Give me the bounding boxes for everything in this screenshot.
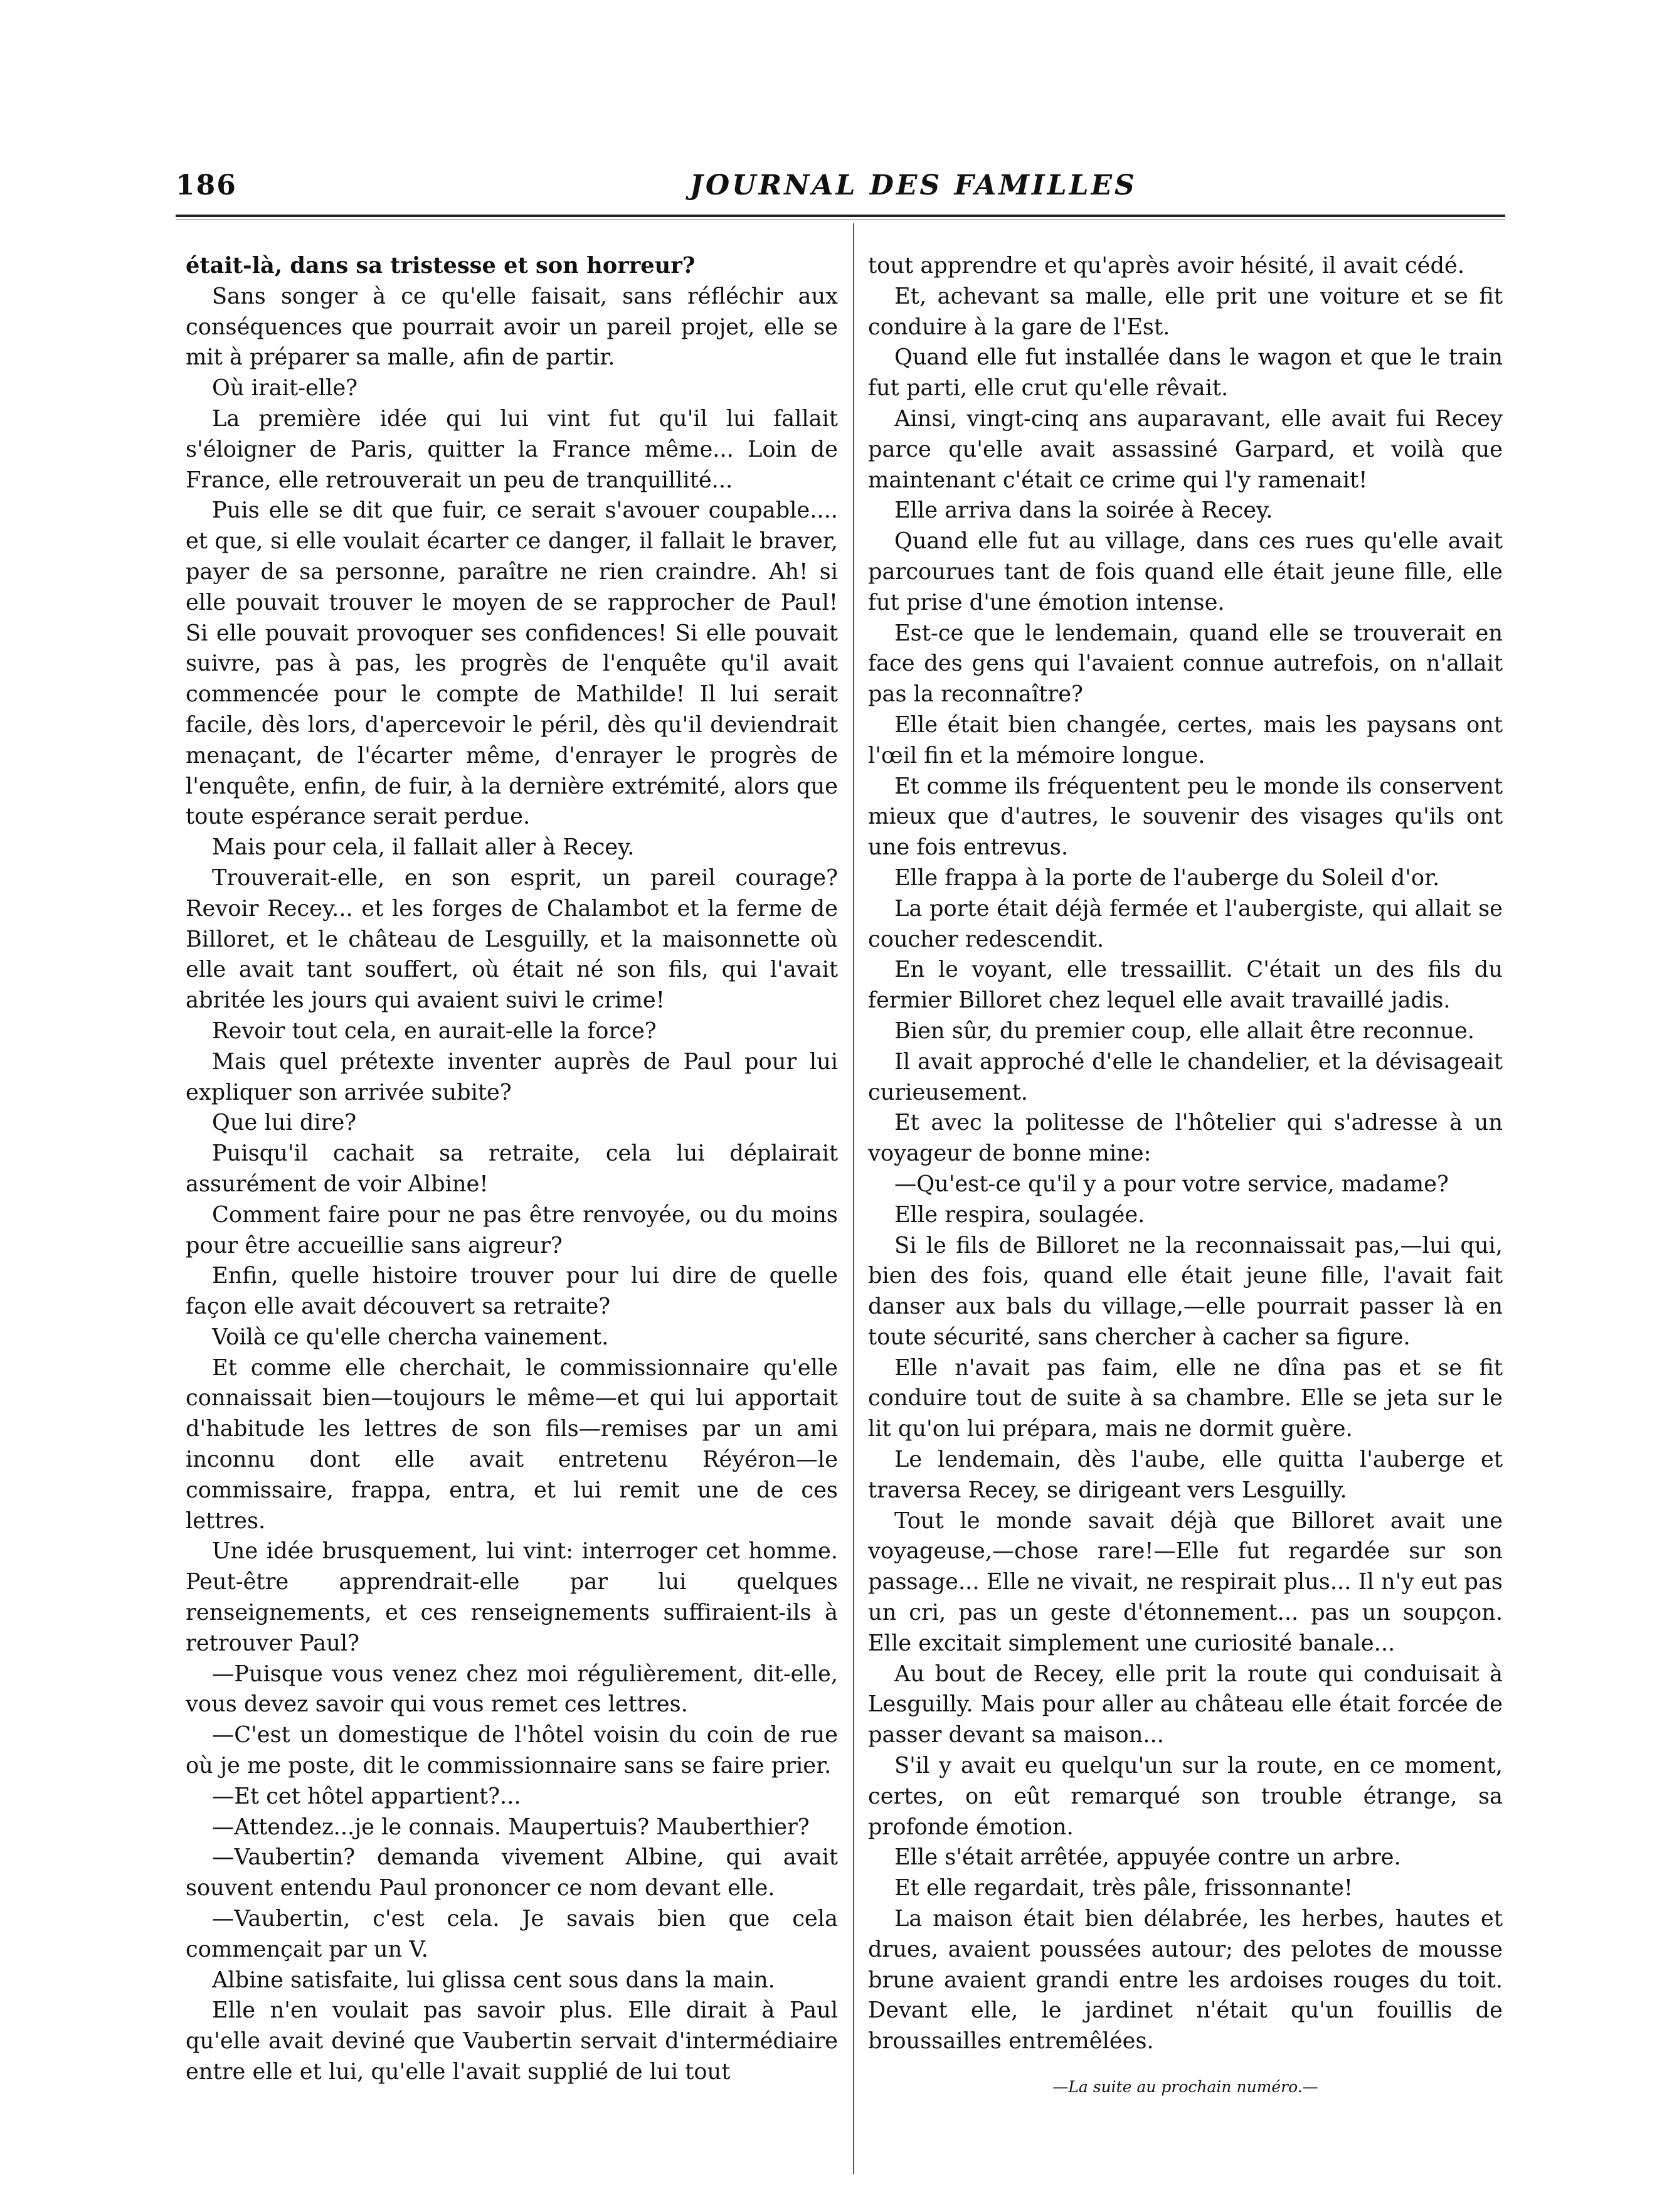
- paragraph: La porte était déjà fermée et l'aubergiste, qui allait se coucher redescendit.: [868, 895, 1503, 952]
- paragraph: Voilà ce qu'elle chercha vainement.: [212, 1324, 609, 1350]
- right-column: [868, 251, 1503, 2057]
- paragraph: Bien sûr, du premier coup, elle allait être reconnue.: [894, 1018, 1474, 1044]
- paragraph: Que lui dire?: [212, 1110, 357, 1136]
- paragraph: Elle s'était arrêtée, appuyée contre un arbre.: [894, 1844, 1401, 1871]
- paragraph: Revoir tout cela, en aurait-elle la force?: [212, 1018, 657, 1044]
- paragraph: Mais quel prétexte inventer auprès de Paul pour lui expliquer son arrivée subite?: [186, 1048, 838, 1105]
- paragraph: Le lendemain, dès l'aube, elle quitta l'auberge et traversa Recey, se dirigeant vers Lesguilly.: [868, 1447, 1503, 1503]
- paragraph: Quand elle fut installée dans le wagon et que le train fut parti, elle crut qu'elle rêvait.: [868, 344, 1503, 401]
- paragraph: La première idée qui lui vint fut qu'il lui fallait s'éloigner de Paris, quitter la France même... Loin de France, elle retrouverait un peu de tranquillité...: [186, 405, 838, 493]
- left-column: [186, 251, 838, 2088]
- paragraph: Puis elle se dit que fuir, ce serait s'avouer coupable.... et que, si elle voulait écarter ce danger, il fallait le braver, payer de sa personne, paraître ne rien craindre. Ah! si elle pouvait trouver le moyen de se rapprocher de Paul! Si elle pouvait provoquer ses confidences! Si elle pouvait suivre, pas à pas, les progrès de l'enquête qu'il avait commencée pour le compte de Mathilde! Il lui serait facile, dès lors, d'apercevoir le péril, dès qu'il deviendrait menaçant, de l'écarter même, d'enrayer le progrès de l'enquête, enfin, de fuir, à la dernière extrémité, alors que toute espérance serait perdue.: [186, 497, 838, 830]
- continuation-note: —La suite au prochain numéro.—: [1052, 2078, 1318, 2096]
- paragraph: Elle frappa à la porte de l'auberge du Soleil d'or.: [894, 864, 1440, 891]
- paragraph: —Puisque vous venez chez moi régulièrement, dit-elle, vous devez savoir qui vous remet ces lettres.: [186, 1661, 838, 1718]
- paragraph: Comment faire pour ne pas être renvoyée, ou du moins pour être accueillie sans aigreur?: [186, 1201, 838, 1258]
- paragraph: —Qu'est-ce qu'il y a pour votre service, madame?: [894, 1171, 1449, 1197]
- paragraph: était-là, dans sa tristesse et son horreur?: [186, 253, 696, 279]
- paragraph: Albine satisfaite, lui glissa cent sous dans la main.: [212, 1967, 775, 1993]
- paragraph: Ainsi, vingt-cinq ans auparavant, elle avait fui Recey parce qu'elle avait assassiné Garpard, et voilà que maintenant c'était ce crime qui l'y ramenait!: [868, 405, 1503, 493]
- journal-title: JOURNAL DES FAMILLES: [690, 169, 1137, 201]
- column-divider: [853, 223, 854, 2174]
- paragraph: —C'est un domestique de l'hôtel voisin du coin de rue où je me poste, dit le commissionnaire sans se faire prier.: [186, 1722, 838, 1779]
- paragraph: Elle arriva dans la soirée à Recey.: [894, 497, 1273, 524]
- paragraph: —Et cet hôtel appartient?...: [212, 1783, 521, 1809]
- paragraph: —Vaubertin? demanda vivement Albine, qui avait souvent entendu Paul prononcer ce nom devant elle.: [186, 1844, 838, 1901]
- paragraph: Puisqu'il cachait sa retraite, cela lui déplairait assurément de voir Albine!: [186, 1141, 838, 1197]
- header-rule: [176, 215, 1505, 217]
- paragraph: Quand elle fut au village, dans ces rues qu'elle avait parcourues tant de fois quand elle était jeune fille, elle fut prise d'une émotion intense.: [868, 528, 1503, 615]
- paragraph: Où irait-elle?: [212, 375, 358, 401]
- paragraph: Une idée brusquement, lui vint: interroger cet homme. Peut-être apprendrait-elle par lui quelques renseignements, et ces renseignements suffiraient-ils à retrouver Paul?: [186, 1538, 838, 1656]
- paragraph: En le voyant, elle tressaillit. C'était un des fils du fermier Billoret chez lequel elle avait travaillé jadis.: [868, 957, 1503, 1014]
- paragraph: Tout le monde savait déjà que Billoret avait une voyageuse,—chose rare!—Elle fut regardée sur son passage... Elle ne vivait, ne respirait plus... Il n'y eut pas un cri, pas un geste d'étonnement... pas un soupçon. Elle excitait simplement une curiosité banale...: [868, 1507, 1503, 1656]
- paragraph: Enfin, quelle histoire trouver pour lui dire de quelle façon elle avait découvert sa retraite?: [186, 1263, 838, 1320]
- paragraph: La maison était bien délabrée, les herbes, hautes et drues, avaient poussées autour; des pelotes de mousse brune avaient grandi entre les ardoises rouges du toit. Devant elle, le jardinet n'était qu'un fouillis de broussailles entremêlées.: [868, 1906, 1503, 2055]
- paragraph: Et comme ils fréquentent peu le monde ils conservent mieux que d'autres, le souvenir des visages qu'ils ont une fois entrevus.: [868, 773, 1503, 861]
- paragraph: Si le fils de Billoret ne la reconnaissait pas,—lui qui, bien des fois, quand elle était jeune fille, l'avait fait danser aux bals du village,—elle pourrait passer là en toute sécurité, sans chercher à cacher sa figure.: [868, 1232, 1503, 1350]
- paragraph: Elle n'en voulait pas savoir plus. Elle dirait à Paul qu'elle avait deviné que Vaubertin servait d'intermédiaire entre elle et lui, qu'elle l'avait supplié de lui tout: [186, 1997, 838, 2085]
- paragraph: Et, achevant sa malle, elle prit une voiture et se fit conduire à la gare de l'Est.: [868, 283, 1503, 340]
- paragraph: Et avec la politesse de l'hôtelier qui s'adresse à un voyageur de bonne mine:: [868, 1110, 1503, 1167]
- paragraph: Elle respira, soulagée.: [894, 1201, 1145, 1228]
- paragraph: Elle était bien changée, certes, mais les paysans ont l'œil fin et la mémoire longue.: [868, 711, 1503, 768]
- paragraph: Elle n'avait pas faim, elle ne dîna pas et se fit conduire tout de suite à sa chambre. Elle se jeta sur le lit qu'on lui prépara, mais ne dormit guère.: [868, 1354, 1503, 1442]
- page-number: 186: [176, 169, 237, 201]
- page-header: [176, 164, 1505, 208]
- paragraph: Sans songer à ce qu'elle faisait, sans réfléchir aux conséquences que pourrait avoir un pareil projet, elle se mit à préparer sa malle, afin de partir.: [186, 283, 838, 371]
- paragraph: Est-ce que le lendemain, quand elle se trouverait en face des gens qui l'avaient connue autrefois, on n'allait pas la reconnaître?: [868, 620, 1503, 708]
- paragraph: S'il y avait eu quelqu'un sur la route, en ce moment, certes, on eût remarqué son trouble étrange, sa profonde émotion.: [868, 1753, 1503, 1840]
- paragraph: tout apprendre et qu'après avoir hésité, il avait cédé.: [868, 253, 1465, 279]
- paragraph: Et comme elle cherchait, le commissionnaire qu'elle connaissait bien—toujours le même—et qui lui apportait d'habitude les lettres de son fils—remises par un ami inconnu dont elle avait entretenu Réyéron—le commissaire, frappa, entra, et lui remit une de ces lettres.: [186, 1354, 838, 1534]
- paragraph: —Vaubertin, c'est cela. Je savais bien que cela commençait par un V.: [186, 1906, 838, 1962]
- paragraph: Mais pour cela, il fallait aller à Recey.: [212, 834, 635, 861]
- paragraph: Il avait approché d'elle le chandelier, et la dévisageait curieusement.: [868, 1048, 1503, 1105]
- paragraph: Au bout de Recey, elle prit la route qui conduisait à Lesguilly. Mais pour aller au château elle était forcée de passer devant sa maison...: [868, 1661, 1503, 1748]
- paragraph: Et elle regardait, très pâle, frissonnante!: [894, 1875, 1353, 1901]
- paragraph: —Attendez...je le connais. Maupertuis? Mauberthier?: [212, 1814, 810, 1840]
- paragraph: Trouverait-elle, en son esprit, un pareil courage? Revoir Recey... et les forges de Chalambot et la ferme de Billoret, et le château de Lesguilly, et la maisonnette où elle avait tant souffert, où était né son fils, qui l'avait abritée les jours qui avaient suivi le crime!: [186, 864, 838, 1014]
